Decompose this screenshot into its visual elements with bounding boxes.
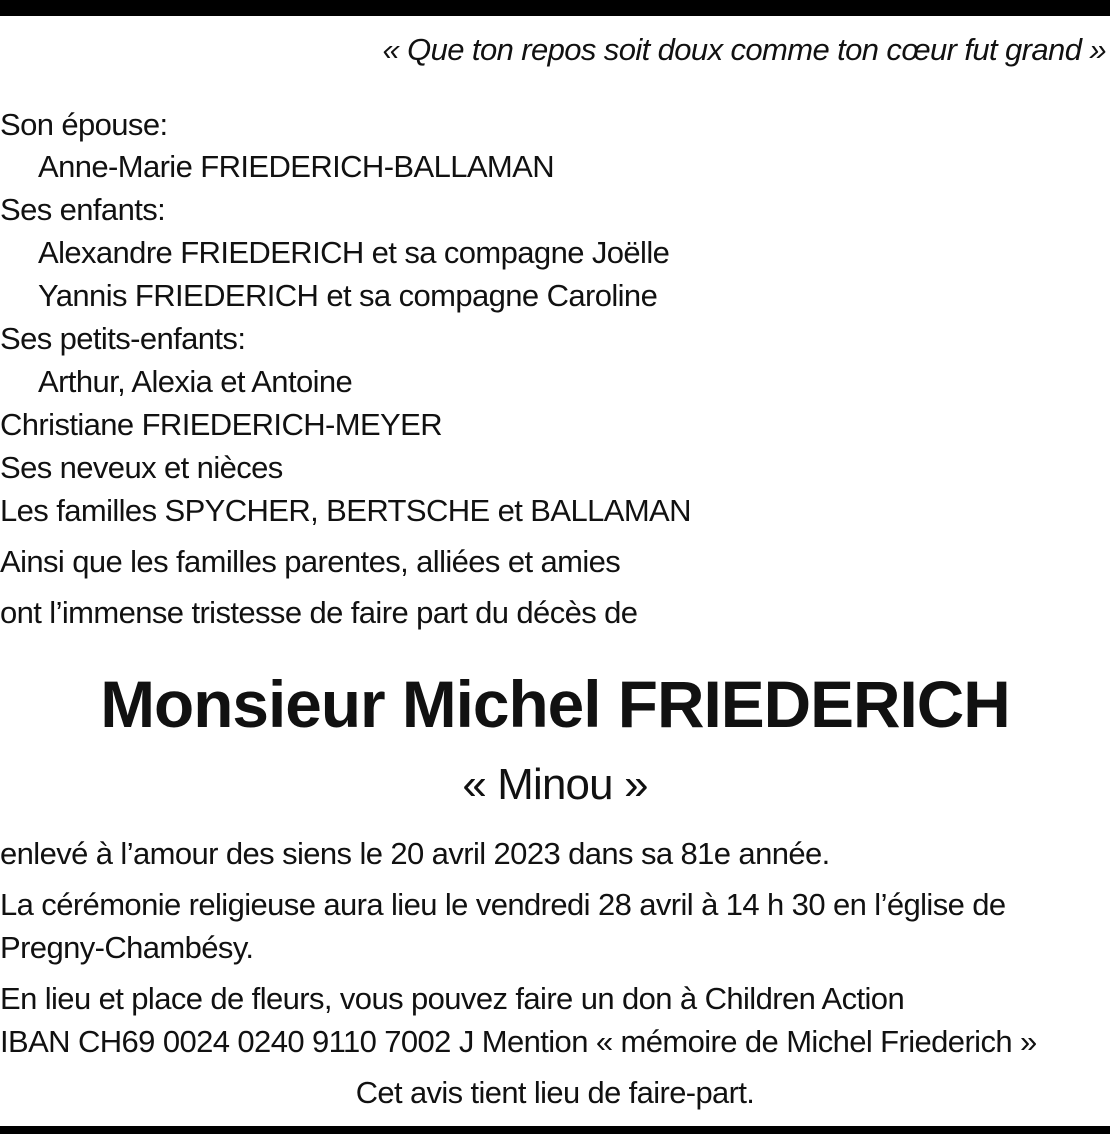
donation-line-1: En lieu et place de fleurs, vous pouvez faire un don à Children Action (0, 981, 905, 1016)
grandchildren-heading: Ses petits-enfants: (0, 321, 246, 356)
top-border (0, 0, 1110, 16)
other-relative: Christiane FRIEDERICH-MEYER (0, 407, 442, 442)
spouse-heading: Son épouse: (0, 107, 168, 142)
child-2: Yannis FRIEDERICH et sa compagne Caroline (38, 278, 658, 313)
epitaph-quote: « Que ton repos soit doux comme ton cœur fut grand » (382, 32, 1106, 67)
death-notice: enlevé à l’amour des siens le 20 avril 2023 dans sa 81e année. (0, 836, 830, 871)
related-families: Ainsi que les familles parentes, alliées et amies (0, 544, 621, 579)
ceremony-line-1: La cérémonie religieuse aura lieu le vendredi 28 avril à 14 h 30 en l’église de (0, 887, 1006, 922)
deceased-nickname: « Minou » (462, 760, 648, 809)
donation-line-2: IBAN CH69 0024 0240 9110 7002 J Mention « mémoire de Michel Friederich » (0, 1024, 1037, 1059)
nephews-nieces: Ses neveux et nièces (0, 450, 283, 485)
closing-note: Cet avis tient lieu de faire-part. (355, 1075, 755, 1110)
ceremony-line-2: Pregny-Chambésy. (0, 930, 254, 965)
spouse-name: Anne-Marie FRIEDERICH-BALLAMAN (38, 149, 555, 184)
deceased-name: Monsieur Michel FRIEDERICH (100, 667, 1010, 741)
families-list: Les familles SPYCHER, BERTSCHE et BALLAMAN (0, 493, 691, 528)
bottom-border (0, 1126, 1110, 1134)
children-heading: Ses enfants: (0, 192, 166, 227)
child-1: Alexandre FRIEDERICH et sa compagne Joëlle (38, 235, 670, 270)
grandchildren-names: Arthur, Alexia et Antoine (38, 364, 353, 399)
announcement-line: ont l’immense tristesse de faire part du décès de (0, 595, 638, 630)
